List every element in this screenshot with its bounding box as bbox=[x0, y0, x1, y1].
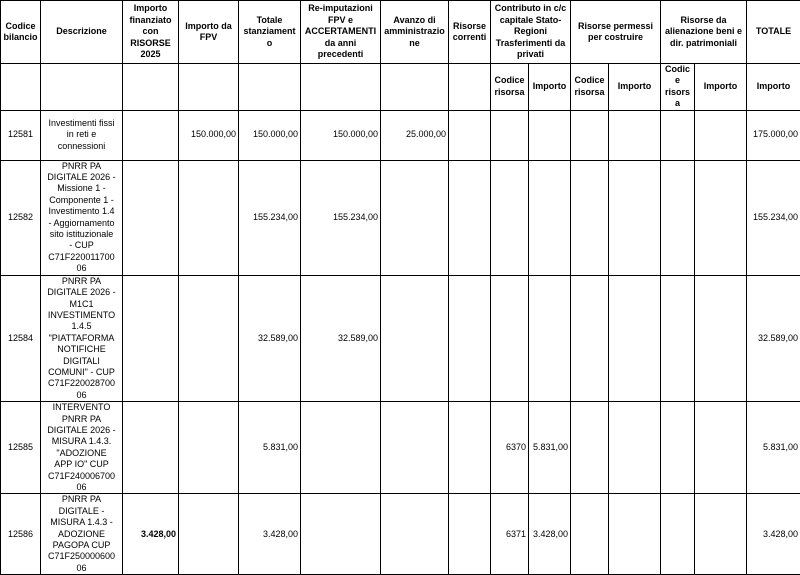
cell-reimputazioni: 150.000,00 bbox=[301, 110, 381, 160]
cell-contributo-codice bbox=[491, 160, 529, 275]
cell-permessi-importo bbox=[609, 110, 661, 160]
cell-alienazione-codice bbox=[661, 402, 695, 494]
subheader-importo: Importo bbox=[529, 64, 571, 111]
cell-totale-stanziamento: 155.234,00 bbox=[239, 160, 301, 275]
cell-risorse-2025 bbox=[123, 275, 179, 401]
cell-reimputazioni bbox=[301, 402, 381, 494]
header-reimputazioni: Re-imputazioni FPV e ACCERTAMENTI da anni precedenti bbox=[301, 1, 381, 64]
cell-descrizione: Investimenti fissi in reti e connessioni bbox=[41, 110, 123, 160]
cell-descrizione: PNRR PA DIGITALE 2026 - Missione 1 - Componente 1 - Investimento 1.4 - Aggiornamento sito istituzionale - CUP C71F22001170006 bbox=[41, 160, 123, 275]
cell-contributo-importo: 5.831,00 bbox=[529, 402, 571, 494]
cell-reimputazioni: 32.589,00 bbox=[301, 275, 381, 401]
cell-contributo-codice: 6370 bbox=[491, 402, 529, 494]
cell-avanzo bbox=[381, 402, 449, 494]
cell-contributo-importo bbox=[529, 275, 571, 401]
empty-cell bbox=[123, 64, 179, 111]
header-importo-finanziato: Importo finanziato con RISORSE 2025 bbox=[123, 1, 179, 64]
cell-totale-stanziamento: 150.000,00 bbox=[239, 110, 301, 160]
cell-permessi-importo bbox=[609, 275, 661, 401]
cell-risorse-correnti bbox=[449, 275, 491, 401]
cell-risorse-2025: 3.428,00 bbox=[123, 494, 179, 575]
header-codice-bilancio: Codice bilancio bbox=[1, 1, 41, 64]
header-permessi: Risorse permessi per costruire bbox=[571, 1, 661, 64]
header-avanzo: Avanzo di amministrazione bbox=[381, 1, 449, 64]
cell-permessi-codice bbox=[571, 275, 609, 401]
cell-permessi-codice bbox=[571, 110, 609, 160]
table-row bbox=[1, 494, 800, 575]
cell-permessi-importo bbox=[609, 494, 661, 575]
cell-codice: 12585 bbox=[1, 402, 41, 494]
cell-permessi-codice bbox=[571, 494, 609, 575]
cell-permessi-codice bbox=[571, 402, 609, 494]
empty-cell bbox=[239, 64, 301, 111]
cell-fpv bbox=[179, 402, 239, 494]
empty-cell bbox=[381, 64, 449, 111]
cell-descrizione: PNRR PA DIGITALE 2026 - M1C1 INVESTIMENTO 1.4.5 "PIATTAFORMA NOTIFICHE DIGITALI COMUNI" - CUP C71F22002870006 bbox=[41, 275, 123, 401]
empty-cell bbox=[449, 64, 491, 111]
cell-totale-stanziamento: 32.589,00 bbox=[239, 275, 301, 401]
empty-cell bbox=[301, 64, 381, 111]
header-importo-fpv: Importo da FPV bbox=[179, 1, 239, 64]
cell-risorse-2025 bbox=[123, 160, 179, 275]
subheader-importo: Importo bbox=[695, 64, 747, 111]
cell-fpv bbox=[179, 275, 239, 401]
subheader-importo: Importo bbox=[609, 64, 661, 111]
empty-cell bbox=[41, 64, 123, 111]
cell-alienazione-codice bbox=[661, 275, 695, 401]
cell-contributo-importo bbox=[529, 110, 571, 160]
cell-fpv bbox=[179, 494, 239, 575]
cell-risorse-correnti bbox=[449, 494, 491, 575]
cell-permessi-importo bbox=[609, 160, 661, 275]
cell-alienazione-importo bbox=[695, 275, 747, 401]
cell-totale-stanziamento: 3.428,00 bbox=[239, 494, 301, 575]
cell-permessi-importo bbox=[609, 402, 661, 494]
subheader-codice-risorsa: Codice risorsa bbox=[571, 64, 609, 111]
cell-descrizione: PNRR PA DIGITALE - MISURA 1.4.3 - ADOZIONE PAGOPA CUP C71F25000060006 bbox=[41, 494, 123, 575]
cell-alienazione-importo bbox=[695, 160, 747, 275]
cell-alienazione-importo bbox=[695, 494, 747, 575]
header-totale: TOTALE bbox=[747, 1, 800, 64]
subheader-importo: Importo bbox=[747, 64, 800, 111]
table-row bbox=[1, 402, 800, 494]
cell-avanzo: 25.000,00 bbox=[381, 110, 449, 160]
cell-fpv: 150.000,00 bbox=[179, 110, 239, 160]
cell-avanzo bbox=[381, 275, 449, 401]
header-row bbox=[1, 1, 800, 64]
subheader-codice-risorsa: Codice risorsa bbox=[661, 64, 695, 111]
table-row bbox=[1, 160, 800, 275]
subheader-row bbox=[1, 64, 800, 111]
cell-risorse-2025 bbox=[123, 402, 179, 494]
cell-avanzo bbox=[381, 160, 449, 275]
header-alienazione: Risorse da alienazione beni e dir. patrimoniali bbox=[661, 1, 747, 64]
cell-alienazione-importo bbox=[695, 110, 747, 160]
header-risorse-correnti: Risorse correnti bbox=[449, 1, 491, 64]
empty-cell bbox=[1, 64, 41, 111]
cell-risorse-2025 bbox=[123, 110, 179, 160]
cell-totale: 175.000,00 bbox=[747, 110, 800, 160]
cell-contributo-importo: 3.428,00 bbox=[529, 494, 571, 575]
cell-alienazione-importo bbox=[695, 402, 747, 494]
cell-totale: 3.428,00 bbox=[747, 494, 800, 575]
header-descrizione: Descrizione bbox=[41, 1, 123, 64]
cell-codice: 12584 bbox=[1, 275, 41, 401]
empty-cell bbox=[179, 64, 239, 111]
cell-alienazione-codice bbox=[661, 110, 695, 160]
cell-contributo-codice: 6371 bbox=[491, 494, 529, 575]
cell-alienazione-codice bbox=[661, 160, 695, 275]
cell-risorse-correnti bbox=[449, 160, 491, 275]
cell-permessi-codice bbox=[571, 160, 609, 275]
table-row bbox=[1, 110, 800, 160]
cell-descrizione: INTERVENTO PNRR PA DIGITALE 2026 - MISURA 1.4.3. "ADOZIONE APP IO" CUP C71F24000670006 bbox=[41, 402, 123, 494]
header-totale-stanziamento: Totale stanziamento bbox=[239, 1, 301, 64]
cell-codice: 12586 bbox=[1, 494, 41, 575]
cell-codice: 12581 bbox=[1, 110, 41, 160]
cell-risorse-correnti bbox=[449, 402, 491, 494]
subheader-codice-risorsa: Codice risorsa bbox=[491, 64, 529, 111]
cell-alienazione-codice bbox=[661, 494, 695, 575]
cell-totale: 5.831,00 bbox=[747, 402, 800, 494]
cell-risorse-correnti bbox=[449, 110, 491, 160]
cell-totale: 155.234,00 bbox=[747, 160, 800, 275]
header-contributo: Contributo in c/c capitale Stato-Regioni Trasferimenti da privati bbox=[491, 1, 571, 64]
table-row bbox=[1, 275, 800, 401]
cell-totale-stanziamento: 5.831,00 bbox=[239, 402, 301, 494]
cell-contributo-importo bbox=[529, 160, 571, 275]
cell-totale: 32.589,00 bbox=[747, 275, 800, 401]
cell-avanzo bbox=[381, 494, 449, 575]
cell-fpv bbox=[179, 160, 239, 275]
cell-reimputazioni bbox=[301, 494, 381, 575]
cell-reimputazioni: 155.234,00 bbox=[301, 160, 381, 275]
cell-contributo-codice bbox=[491, 275, 529, 401]
cell-codice: 12582 bbox=[1, 160, 41, 275]
cell-contributo-codice bbox=[491, 110, 529, 160]
